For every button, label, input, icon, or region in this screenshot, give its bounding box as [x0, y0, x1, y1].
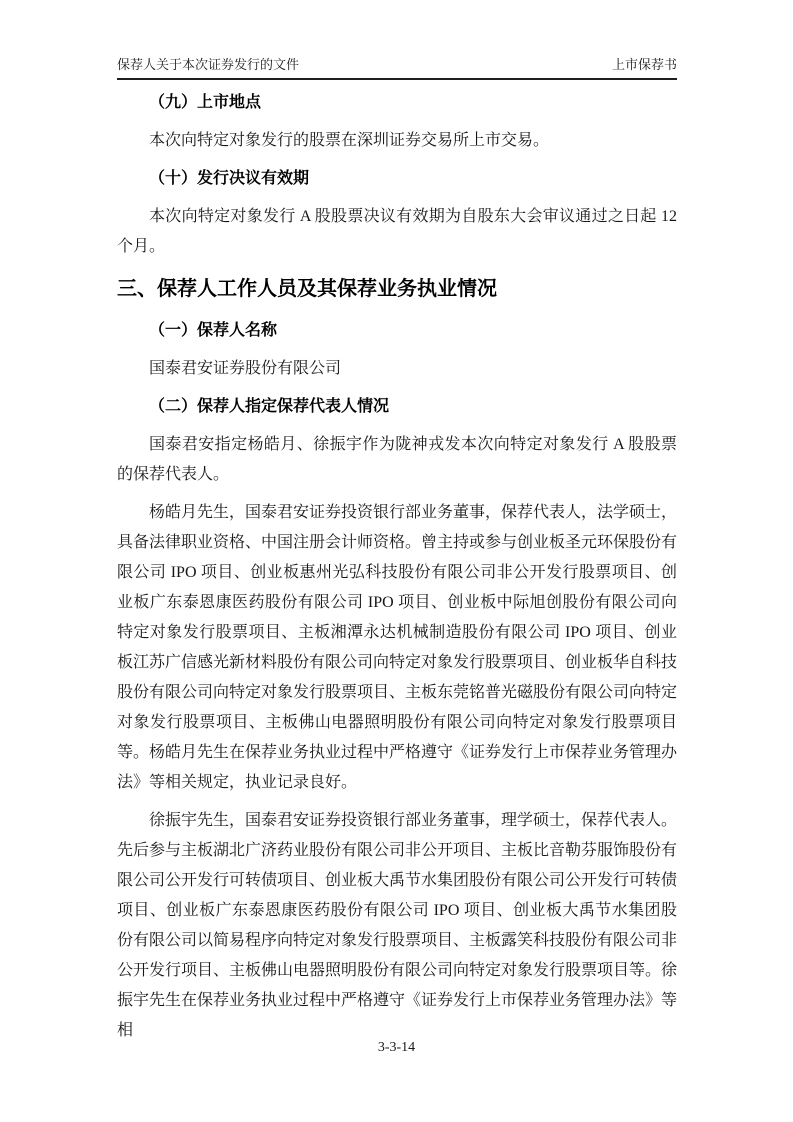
paragraph-resolution-validity: 本次向特定对象发行 A 股股票决议有效期为自股东大会审议通过之日起 12 个月。 — [117, 208, 677, 255]
section-heading-sponsor-name: （一）保荐人名称 — [149, 322, 278, 339]
header-left-title: 保荐人关于本次证券发行的文件 — [117, 57, 300, 72]
section-heading-resolution-validity: （十）发行决议有效期 — [149, 170, 310, 187]
paragraph-sponsor-name: 国泰君安证券股份有限公司 — [149, 360, 342, 377]
document-content — [117, 88, 677, 1046]
header-right-title: 上市保荐书 — [611, 57, 677, 72]
section-heading-representatives: （二）保荐人指定保荐代表人情况 — [149, 398, 390, 415]
paragraph-representatives-appointed: 国泰君安指定杨皓月、徐振宇作为陇神戎发本次向特定对象发行 A 股股票的保荐代表人。 — [117, 436, 677, 483]
page-header — [117, 57, 677, 80]
section-heading-listing-venue: （九）上市地点 — [149, 94, 262, 111]
page-number: 3-3-14 — [377, 1040, 416, 1055]
paragraph-rep-xuzhenyu-bio: 徐振宇先生，国泰君安证券投资银行部业务董事，理学硕士，保荐代表人。先后参与主板湖北广济药业股份有限公司非公开项目、主板比音勒芬服饰股份有限公司公开发行可转债项目、创业板大禹节水集团股份有限公司公开发行可转债项目、创业板广东泰恩康医药股份有限公司 IPO 项目、创业板大禹节水集团股份有限公司以简易程序向特定对象发行股票项目、主板露笑科技股份有限公司非公开发行项目、主板佛山电器照明股份有限公司向特定对象发行股票项目等。徐振宇先生在保荐业务执业过程中严格遵守《证券发行上市保荐业务管理办法》等相 — [117, 812, 678, 1039]
paragraph-listing-venue: 本次向特定对象发行的股票在深圳证券交易所上市交易。 — [149, 132, 550, 149]
chapter-heading-sponsor-staff: 三、保荐人工作人员及其保荐业务执业情况 — [117, 278, 497, 300]
paragraph-rep-yanghaoyue-bio: 杨皓月先生，国泰君安证券投资银行部业务董事，保荐代表人，法学硕士，具备法律职业资格、中国注册会计师资格。曾主持或参与创业板圣元环保股份有限公司 IPO 项目、创业板惠州光弘科技股份有限公司非公开发行股票项目、创业板广东泰恩康医药股份有限公司 IPO 项目、创业板中际旭创股份有限公司向特定对象发行股票项目、主板湘潭永达机械制造股份有限公司 IPO 项目、创业板江苏广信感光新材料股份有限公司向特定对象发行股票项目、创业板华自科技股份有限公司向特定对象发行股票项目、主板东莞铭普光磁股份有限公司向特定对象发行股票项目、主板佛山电器照明股份有限公司向特定对象发行股票项目等。杨皓月先生在保荐业务执业过程中严格遵守《证券发行上市保荐业务管理办法》等相关规定，执业记录良好。 — [117, 504, 678, 791]
page-footer — [0, 1040, 793, 1056]
